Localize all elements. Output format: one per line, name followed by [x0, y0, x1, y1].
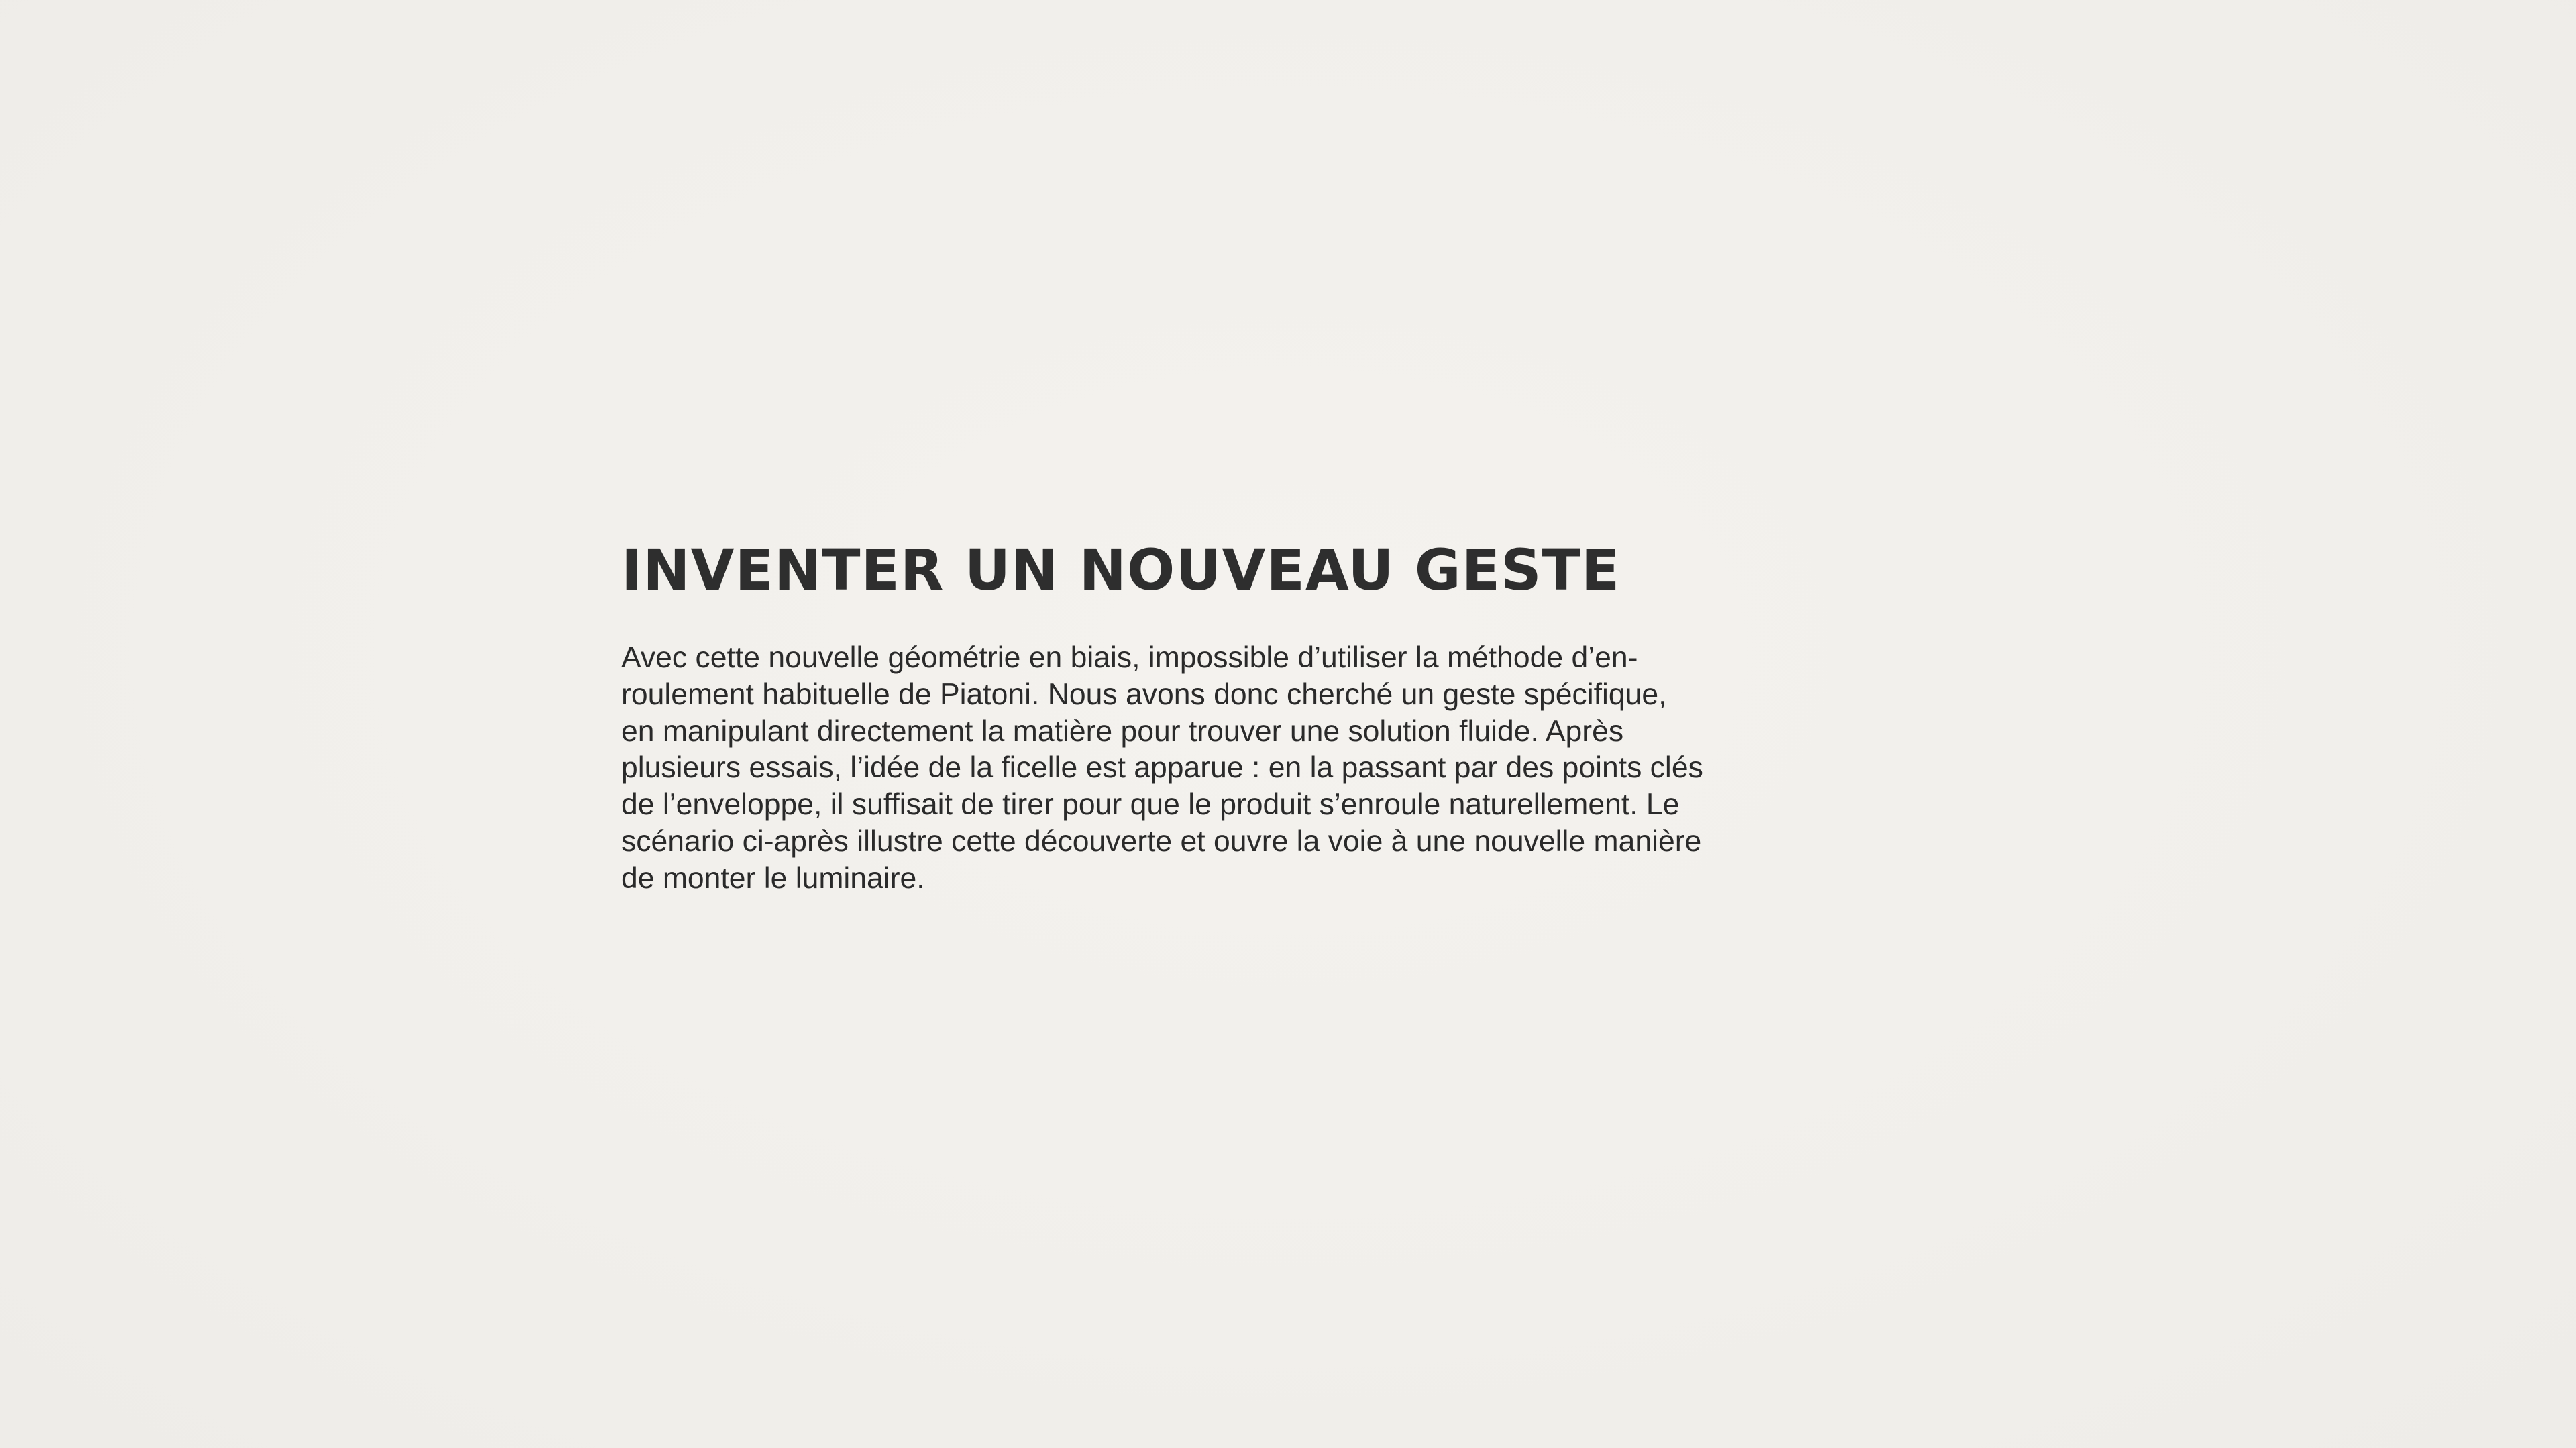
- paragraph-line: Avec cette nouvelle géométrie en biais, impossible d’utiliser la méthode d’en-: [621, 641, 1638, 674]
- paragraph-line: plusieurs essais, l’idée de la ficelle est apparue : en la passant par des points clés: [621, 751, 1703, 785]
- paragraph-line: de monter le luminaire.: [621, 861, 925, 895]
- text-block: [621, 537, 1802, 897]
- section-title: INVENTER UN NOUVEAU GESTE: [621, 537, 1621, 603]
- paragraph-line: de l’enveloppe, il suffisait de tirer pour que le produit s’enroule naturellement. Le: [621, 788, 1680, 822]
- paragraph-line: en manipulant directement la matière pour trouver une solution fluide. Après: [621, 714, 1624, 748]
- paragraph-line: roulement habituelle de Piatoni. Nous avons donc cherché un geste spécifique,: [621, 677, 1667, 711]
- paragraph-line: scénario ci-après illustre cette découverte et ouvre la voie à une nouvelle manière: [621, 824, 1702, 858]
- body-paragraph: [621, 640, 1802, 897]
